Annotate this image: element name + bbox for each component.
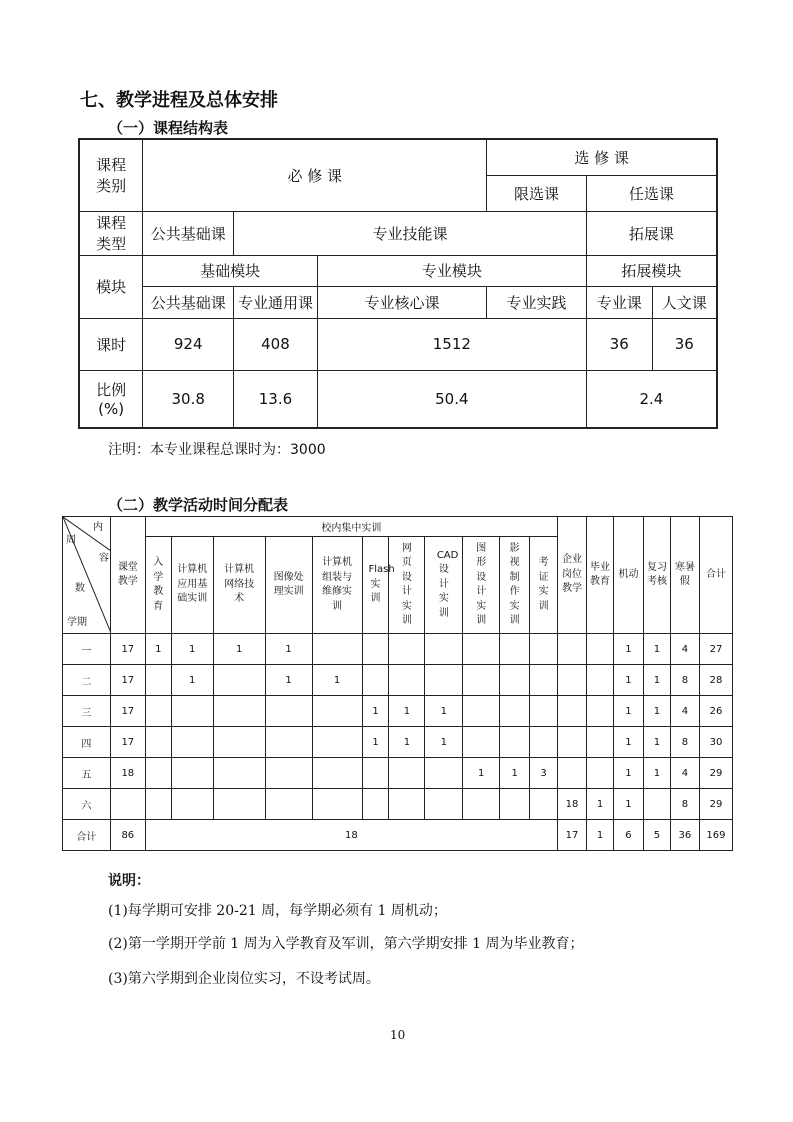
hours-value: 1512 [317,318,586,370]
table-cell [312,758,362,789]
table-row [63,665,733,696]
table-cell [463,665,500,696]
table-cell [145,758,171,789]
table-cell: 1 [643,758,670,789]
term-cell: 五 [63,758,111,789]
table-cell: 27 [699,634,732,665]
table-cell: 4 [670,696,699,727]
table-cell: 17 [110,634,145,665]
table-cell [265,727,312,758]
table-cell: 1 [213,634,265,665]
hours-value: 36 [586,318,652,370]
module-label: 模块 [79,255,143,318]
header-training-0: 入学教育 [145,537,171,634]
table-cell [587,696,614,727]
table-cell [425,789,463,820]
table-cell [530,634,558,665]
table-cell [500,727,530,758]
term-cell: 一 [63,634,111,665]
header-classroom: 课堂教学 [110,517,145,634]
table-cell [530,696,558,727]
table-cell [558,634,587,665]
table-cell: 1 [614,789,644,820]
corner-shu: 数 [75,583,85,594]
table-cell: 30 [699,727,732,758]
table1-note: 注明：本专业课程总课时为：3000 [108,442,326,458]
table-cell [463,696,500,727]
description-title: 说明： [108,873,150,889]
table-cell [587,727,614,758]
total-training: 18 [145,820,557,851]
header-enterprise: 企业岗位教学 [558,517,587,634]
table-cell [362,789,389,820]
total-classroom: 86 [110,820,145,851]
table-cell: 8 [670,789,699,820]
table-cell [171,727,213,758]
corner-nei: 内 [93,522,103,533]
table-cell [171,696,213,727]
sub-professional-practice: 专业实践 [487,286,587,318]
header-training-8: 图形设计实训 [463,537,500,634]
table-cell [389,758,425,789]
table-cell: 8 [670,727,699,758]
total-sum: 169 [699,820,732,851]
page-number: 10 [390,1028,406,1042]
description-item: (2)第一学期开学前 1 周为入学教育及军训，第六学期安排 1 周为毕业教育； [108,936,584,952]
table-cell: 1 [171,665,213,696]
table-cell [110,789,145,820]
ratio-value: 50.4 [317,370,586,428]
professional-module: 专业模块 [317,255,586,286]
table-cell [558,665,587,696]
table-cell [389,789,425,820]
table-cell [643,789,670,820]
table-cell: 4 [670,634,699,665]
total-enterprise: 17 [558,820,587,851]
table-cell [145,727,171,758]
corner-rong: 容 [99,553,109,564]
table-cell: 1 [614,634,644,665]
header-vacation: 寒暑假 [670,517,699,634]
header-review: 复习考核 [643,517,670,634]
sub-public-basic: 公共基础课 [143,286,234,318]
table-cell: 1 [389,727,425,758]
table-cell: 1 [500,758,530,789]
table-cell: 1 [643,634,670,665]
header-training-4: 计算机组装与维修实训 [312,537,362,634]
total-flexible: 6 [614,820,644,851]
basic-module: 基础模块 [143,255,318,286]
table-cell: 17 [110,696,145,727]
table-cell [463,727,500,758]
total-row [63,820,733,851]
table-row [63,634,733,665]
header-training-1: 计算机应用基础实训 [171,537,213,634]
table-cell [389,634,425,665]
total-graduation: 1 [587,820,614,851]
type-label: 课程 类型 [79,211,143,255]
table-row [63,727,733,758]
table-row [63,758,733,789]
table-cell [362,634,389,665]
ratio-value: 13.6 [234,370,318,428]
table-cell [145,789,171,820]
sub-professional-core: 专业核心课 [317,286,486,318]
hours-value: 924 [143,318,234,370]
corner-zhou: 周 [66,535,76,546]
extension-module: 拓展模块 [586,255,717,286]
table-cell [265,758,312,789]
table-cell: 28 [699,665,732,696]
table-cell: 26 [699,696,732,727]
time-allocation-table [62,516,733,851]
header-training-9: 影视制作实训 [500,537,530,634]
table-cell [558,727,587,758]
header-training-3: 图像处理实训 [265,537,312,634]
table-cell: 1 [614,727,644,758]
table-cell [312,634,362,665]
term-cell: 六 [63,789,111,820]
table-cell: 18 [110,758,145,789]
table-cell: 1 [362,727,389,758]
table-cell: 1 [425,696,463,727]
table-cell [530,665,558,696]
table-cell: 4 [670,758,699,789]
header-training-7: CAD设计实训 [425,537,463,634]
table-cell [425,758,463,789]
table-cell: 29 [699,758,732,789]
header-graduation: 毕业教育 [587,517,614,634]
table-cell: 1 [265,634,312,665]
table-cell: 1 [362,696,389,727]
table-cell: 8 [670,665,699,696]
table-cell: 1 [171,634,213,665]
extension-course: 拓展课 [586,211,717,255]
required-course: 必 修 课 [143,139,487,211]
table-cell [530,789,558,820]
table-cell: 1 [587,789,614,820]
table-cell [463,634,500,665]
professional-skill-course: 专业技能课 [234,211,587,255]
table-cell [500,634,530,665]
course-structure-table [78,138,718,429]
table-cell: 1 [265,665,312,696]
table-cell [463,789,500,820]
table-cell: 1 [145,634,171,665]
term-cell: 三 [63,696,111,727]
description-item: (3)第六学期到企业岗位实习，不设考试周。 [108,971,380,987]
hours-value: 36 [652,318,717,370]
table-cell [587,758,614,789]
sub-professional-general: 专业通用课 [234,286,318,318]
total-vacation: 36 [670,820,699,851]
hours-value: 408 [234,318,318,370]
ratio-value: 2.4 [586,370,717,428]
table-cell: 1 [425,727,463,758]
term-cell: 二 [63,665,111,696]
table-cell: 1 [614,665,644,696]
limited-elective: 限选课 [487,175,587,211]
table-cell [213,665,265,696]
table-cell: 1 [614,696,644,727]
table-cell [558,696,587,727]
table-cell [171,789,213,820]
table-cell: 17 [110,665,145,696]
table-cell: 29 [699,789,732,820]
table-cell [587,634,614,665]
table-cell: 1 [389,696,425,727]
table-cell: 1 [312,665,362,696]
term-cell: 四 [63,727,111,758]
table-cell: 1 [643,696,670,727]
table-cell [425,634,463,665]
table-row [63,696,733,727]
table-cell [312,789,362,820]
table-cell: 1 [614,758,644,789]
table-cell [213,727,265,758]
table-cell [500,665,530,696]
header-training-2: 计算机网络技术 [213,537,265,634]
table-cell [312,727,362,758]
table-cell [362,665,389,696]
table-cell [500,696,530,727]
table-cell [587,665,614,696]
table-cell [145,665,171,696]
table2-title: （二）教学活动时间分配表 [108,496,289,514]
section-title: 七、教学进程及总体安排 [80,90,278,111]
table-cell: 3 [530,758,558,789]
sub-humanities: 人文课 [652,286,717,318]
total-term: 合计 [63,820,111,851]
table-cell [265,696,312,727]
table-cell: 18 [558,789,587,820]
table-cell: 17 [110,727,145,758]
table-cell [213,758,265,789]
ratio-label: 比例 (%) [79,370,143,428]
header-training-10: 考证实训 [530,537,558,634]
table-row [63,789,733,820]
table-cell: 1 [643,665,670,696]
table-cell: 1 [643,727,670,758]
table-cell [213,696,265,727]
header-training-group: 校内集中实训 [145,517,557,537]
elective-course: 选 修 课 [487,139,717,175]
category-label: 课程 类别 [79,139,143,211]
table-cell [145,696,171,727]
corner-xueqi: 学期 [67,617,87,628]
total-review: 5 [643,820,670,851]
table-cell [362,758,389,789]
table-cell [558,758,587,789]
table-cell [213,789,265,820]
optional-elective: 任选课 [586,175,717,211]
header-total: 合计 [699,517,732,634]
public-basic-course: 公共基础课 [143,211,234,255]
table-cell [389,665,425,696]
table-cell [312,696,362,727]
description-item: (1)每学期可安排 20-21 周，每学期必须有 1 周机动； [108,903,447,919]
sub-specialty: 专业课 [586,286,652,318]
ratio-value: 30.8 [143,370,234,428]
table-cell: 1 [463,758,500,789]
header-training-5: Flash实训 [362,537,389,634]
table-cell [171,758,213,789]
table-cell [500,789,530,820]
header-flexible: 机动 [614,517,644,634]
table1-title: （一）课程结构表 [108,119,229,137]
table-cell [425,665,463,696]
hours-label: 课时 [79,318,143,370]
header-corner [63,517,111,634]
table-cell [265,789,312,820]
table-cell [530,727,558,758]
header-training-6: 网页设计实训 [389,537,425,634]
